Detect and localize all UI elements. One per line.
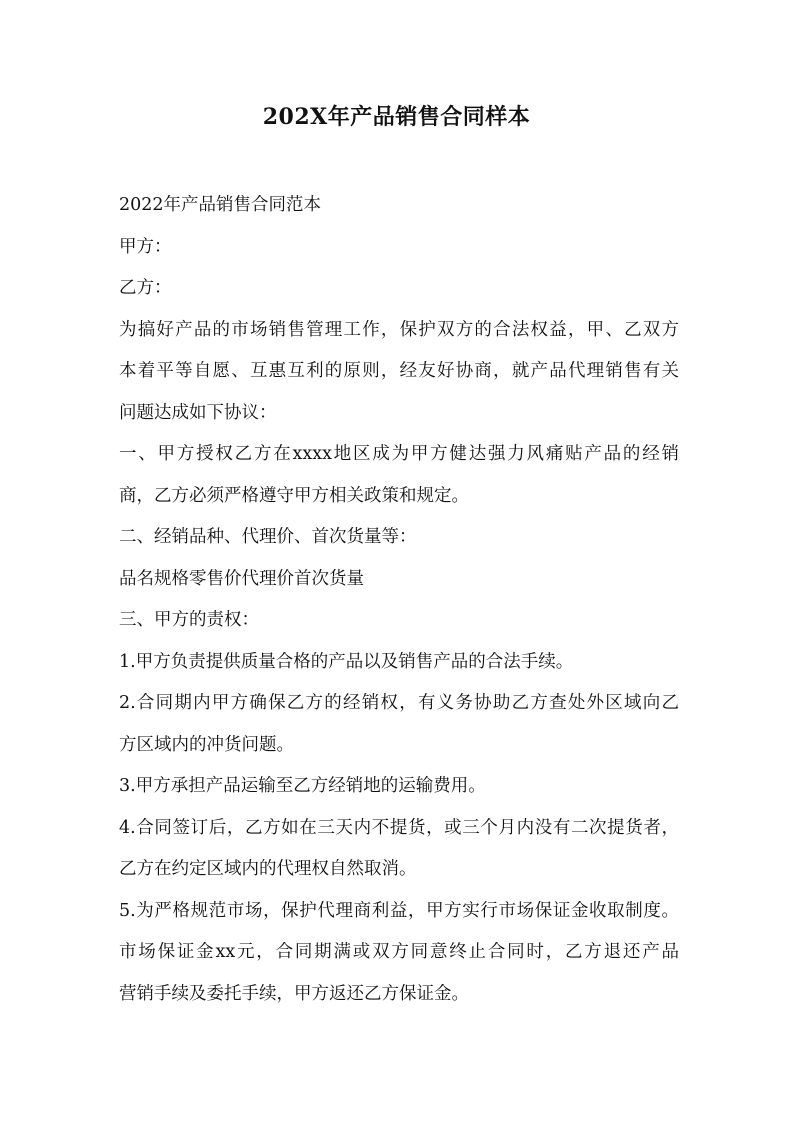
- paragraph-line: 1.甲方负责提供质量合格的产品以及销售产品的合法手续。: [119, 651, 574, 672]
- paragraph-line: 市场保证金xx元，合同期满或双方同意终止合同时，乙方退还产品: [119, 942, 679, 962]
- paragraph-line: 一、甲方授权乙方在xxxx地区成为甲方健达强力风痛贴产品的经销: [119, 444, 679, 464]
- section-heading: 三、甲方的责权：: [119, 610, 259, 630]
- paragraph-line: 3.甲方承担产品运输至乙方经销地的运输费用。: [119, 776, 486, 796]
- paragraph-line: 4.合同签订后，乙方如在三天内不提货，或三个月内没有二次提货者，: [119, 817, 679, 838]
- paragraph-line: 方区域内的冲货问题。: [119, 734, 294, 755]
- document-body: [119, 185, 679, 1015]
- document-title: 202X年产品销售合同样本: [262, 104, 531, 130]
- section-heading: 二、经销品种、代理价、首次货量等：: [119, 527, 417, 547]
- party-b-line: 乙方：: [119, 278, 172, 298]
- paragraph-line: 问题达成如下协议：: [119, 402, 277, 423]
- paragraph-line: 营销手续及委托手续，甲方返还乙方保证金。: [119, 983, 469, 1004]
- paragraph-line: 为搞好产品的市场销售管理工作，保护双方的合法权益，甲、乙双方: [119, 319, 679, 340]
- party-a-line: 甲方：: [119, 236, 172, 257]
- paragraph-line: 5.为严格规范市场，保护代理商利益，甲方实行市场保证金收取制度。: [119, 900, 679, 921]
- paragraph-line: 商，乙方必须严格遵守甲方相关政策和规定。: [119, 485, 469, 506]
- paragraph-line: 品名规格零售价代理价首次货量: [119, 568, 364, 589]
- paragraph-line-heading: 2022年产品销售合同范本: [119, 195, 322, 215]
- paragraph-line: 本着平等自愿、互惠互利的原则，经友好协商，就产品代理销售有关: [119, 361, 679, 381]
- paragraph-line: 2.合同期内甲方确保乙方的经销权，有义务协助乙方查处外区域向乙: [119, 693, 679, 713]
- paragraph-line: 乙方在约定区域内的代理权自然取消。: [119, 859, 417, 879]
